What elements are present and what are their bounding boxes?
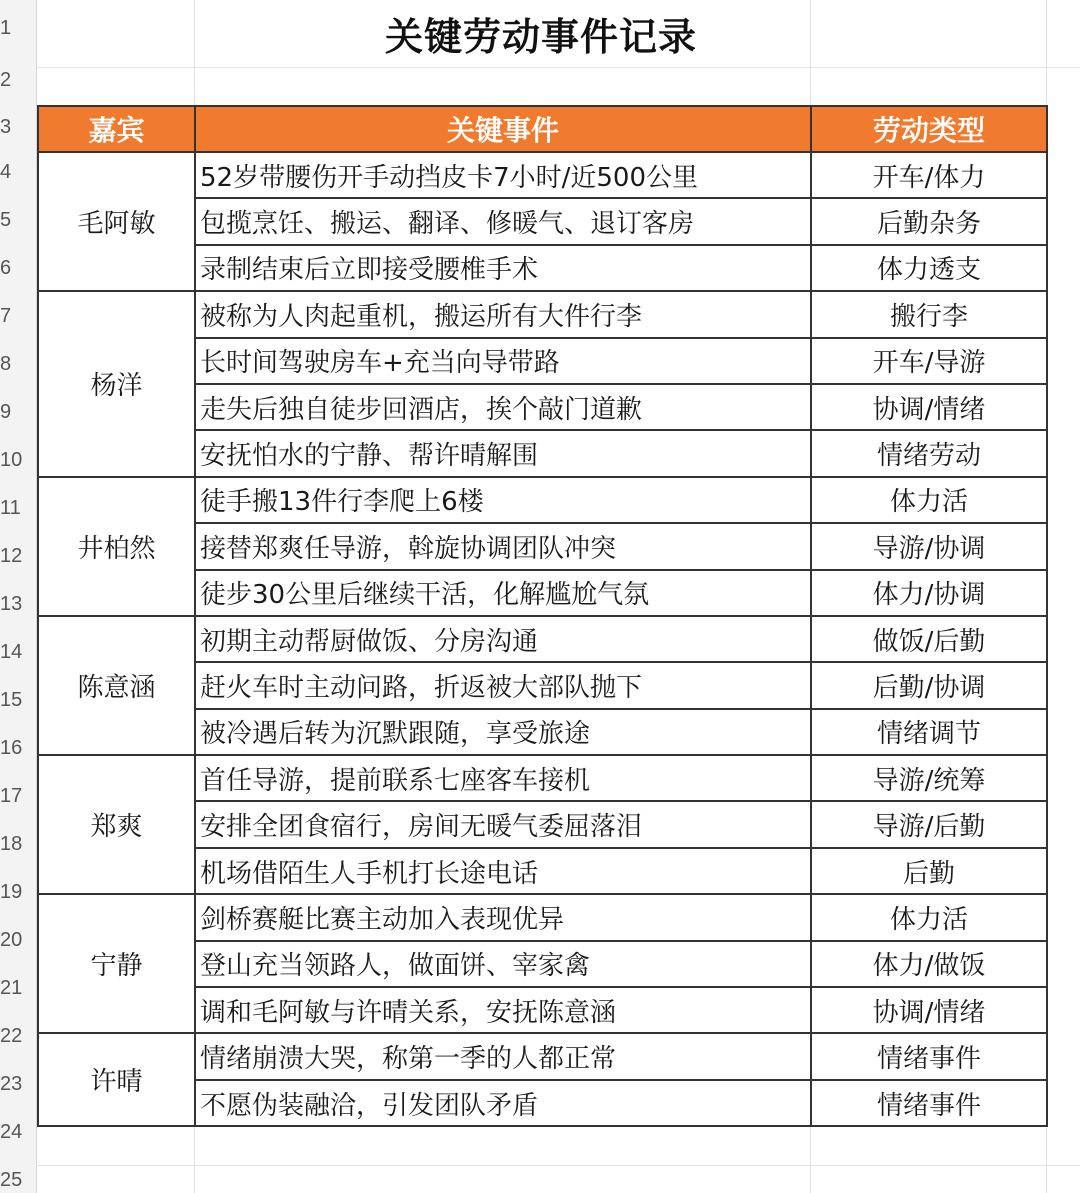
labor-type-cell[interactable]: 情绪调节 <box>811 709 1047 755</box>
row-number[interactable]: 3 <box>0 116 12 138</box>
event-cell[interactable]: 安抚怕水的宁静、帮许晴解围 <box>195 430 811 476</box>
row-number[interactable]: 10 <box>0 449 23 471</box>
row-number[interactable]: 16 <box>0 737 23 759</box>
labor-type-cell[interactable]: 体力活 <box>811 894 1047 940</box>
labor-type-cell[interactable]: 情绪事件 <box>811 1033 1047 1079</box>
event-cell[interactable]: 徒手搬13件行李爬上6楼 <box>195 477 811 523</box>
event-cell[interactable]: 接替郑爽任导游，斡旋协调团队冲突 <box>195 523 811 569</box>
labor-type-cell[interactable]: 导游/后勤 <box>811 801 1047 847</box>
row-number[interactable]: 15 <box>0 689 23 711</box>
row-number[interactable]: 19 <box>0 881 23 903</box>
labor-type-cell[interactable]: 体力/做饭 <box>811 941 1047 987</box>
table-row <box>38 291 1047 337</box>
labor-type-cell[interactable]: 协调/情绪 <box>811 987 1047 1033</box>
table-row <box>38 755 1047 801</box>
event-cell[interactable]: 被称为人肉起重机，搬运所有大件行李 <box>195 291 811 337</box>
row-number[interactable]: 14 <box>0 641 23 663</box>
table-row <box>38 1033 1047 1079</box>
labor-type-cell[interactable]: 做饭/后勤 <box>811 616 1047 662</box>
table-header-row <box>38 106 1047 152</box>
labor-type-cell[interactable]: 情绪劳动 <box>811 430 1047 476</box>
labor-type-cell[interactable]: 开车/体力 <box>811 152 1047 198</box>
row-number[interactable]: 18 <box>0 833 23 855</box>
row-number[interactable]: 22 <box>0 1025 23 1047</box>
table-row <box>38 616 1047 662</box>
header-type[interactable]: 劳动类型 <box>811 106 1047 152</box>
event-cell[interactable]: 剑桥赛艇比赛主动加入表现优异 <box>195 894 811 940</box>
event-cell[interactable]: 被冷遇后转为沉默跟随，享受旅途 <box>195 709 811 755</box>
row-number[interactable]: 9 <box>0 401 12 423</box>
labor-type-cell[interactable]: 情绪事件 <box>811 1080 1047 1126</box>
row-number[interactable]: 7 <box>0 305 12 327</box>
event-cell[interactable]: 录制结束后立即接受腰椎手术 <box>195 245 811 291</box>
event-cell[interactable]: 52岁带腰伤开手动挡皮卡7小时/近500公里 <box>195 152 811 198</box>
event-cell[interactable]: 不愿伪装融洽，引发团队矛盾 <box>195 1080 811 1126</box>
table-row <box>38 894 1047 940</box>
labor-type-cell[interactable]: 导游/统筹 <box>811 755 1047 801</box>
sheet-title[interactable]: 关键劳动事件记录 <box>384 15 697 59</box>
labor-type-cell[interactable]: 体力活 <box>811 477 1047 523</box>
row-number[interactable]: 23 <box>0 1073 23 1095</box>
labor-type-cell[interactable]: 体力/协调 <box>811 570 1047 616</box>
row-number[interactable]: 1 <box>0 17 12 39</box>
table-row <box>38 152 1047 198</box>
event-cell[interactable]: 安排全团食宿行，房间无暖气委屈落泪 <box>195 801 811 847</box>
labor-type-cell[interactable]: 后勤/协调 <box>811 662 1047 708</box>
row-number[interactable]: 8 <box>0 353 12 375</box>
event-cell[interactable]: 包揽烹饪、搬运、翻译、修暖气、退订客房 <box>195 198 811 244</box>
row-number[interactable]: 24 <box>0 1121 23 1143</box>
row-number[interactable]: 12 <box>0 545 23 567</box>
event-cell[interactable]: 机场借陌生人手机打长途电话 <box>195 848 811 894</box>
labor-type-cell[interactable]: 后勤 <box>811 848 1047 894</box>
row-header-column <box>0 0 37 1193</box>
grid-line <box>36 1165 1080 1166</box>
guest-cell[interactable]: 陈意涵 <box>38 616 195 755</box>
header-guest[interactable]: 嘉宾 <box>38 106 195 152</box>
row-number[interactable]: 5 <box>0 209 12 231</box>
event-cell[interactable]: 长时间驾驶房车+充当向导带路 <box>195 338 811 384</box>
row-number[interactable]: 25 <box>0 1169 23 1191</box>
event-cell[interactable]: 首任导游，提前联系七座客车接机 <box>195 755 811 801</box>
event-cell[interactable]: 情绪崩溃大哭，称第一季的人都正常 <box>195 1033 811 1079</box>
event-cell[interactable]: 走失后独自徒步回酒店，挨个敲门道歉 <box>195 384 811 430</box>
labor-type-cell[interactable]: 导游/协调 <box>811 523 1047 569</box>
row-number[interactable]: 21 <box>0 977 23 999</box>
guest-cell[interactable]: 郑爽 <box>38 755 195 894</box>
grid-line <box>36 67 1080 68</box>
event-cell[interactable]: 徒步30公里后继续干活，化解尴尬气氛 <box>195 570 811 616</box>
guest-cell[interactable]: 宁静 <box>38 894 195 1033</box>
guest-cell[interactable]: 毛阿敏 <box>38 152 195 291</box>
row-number[interactable]: 4 <box>0 161 12 183</box>
event-cell[interactable]: 调和毛阿敏与许晴关系，安抚陈意涵 <box>195 987 811 1033</box>
labor-type-cell[interactable]: 协调/情绪 <box>811 384 1047 430</box>
row-number[interactable]: 11 <box>0 497 21 519</box>
event-cell[interactable]: 赶火车时主动问路，折返被大部队抛下 <box>195 662 811 708</box>
guest-cell[interactable]: 许晴 <box>38 1033 195 1126</box>
header-event[interactable]: 关键事件 <box>195 106 811 152</box>
labor-type-cell[interactable]: 开车/导游 <box>811 338 1047 384</box>
labor-type-cell[interactable]: 搬行李 <box>811 291 1047 337</box>
event-cell[interactable]: 初期主动帮厨做饭、分房沟通 <box>195 616 811 662</box>
row-number[interactable]: 2 <box>0 69 12 91</box>
table-row <box>38 477 1047 523</box>
labor-events-table <box>37 105 1048 1127</box>
row-number[interactable]: 13 <box>0 593 23 615</box>
row-number[interactable]: 6 <box>0 257 12 279</box>
row-number[interactable]: 17 <box>0 785 23 807</box>
row-number[interactable]: 20 <box>0 929 23 951</box>
labor-type-cell[interactable]: 体力透支 <box>811 245 1047 291</box>
guest-cell[interactable]: 井柏然 <box>38 477 195 616</box>
event-cell[interactable]: 登山充当领路人，做面饼、宰家禽 <box>195 941 811 987</box>
labor-type-cell[interactable]: 后勤杂务 <box>811 198 1047 244</box>
guest-cell[interactable]: 杨洋 <box>38 291 195 477</box>
